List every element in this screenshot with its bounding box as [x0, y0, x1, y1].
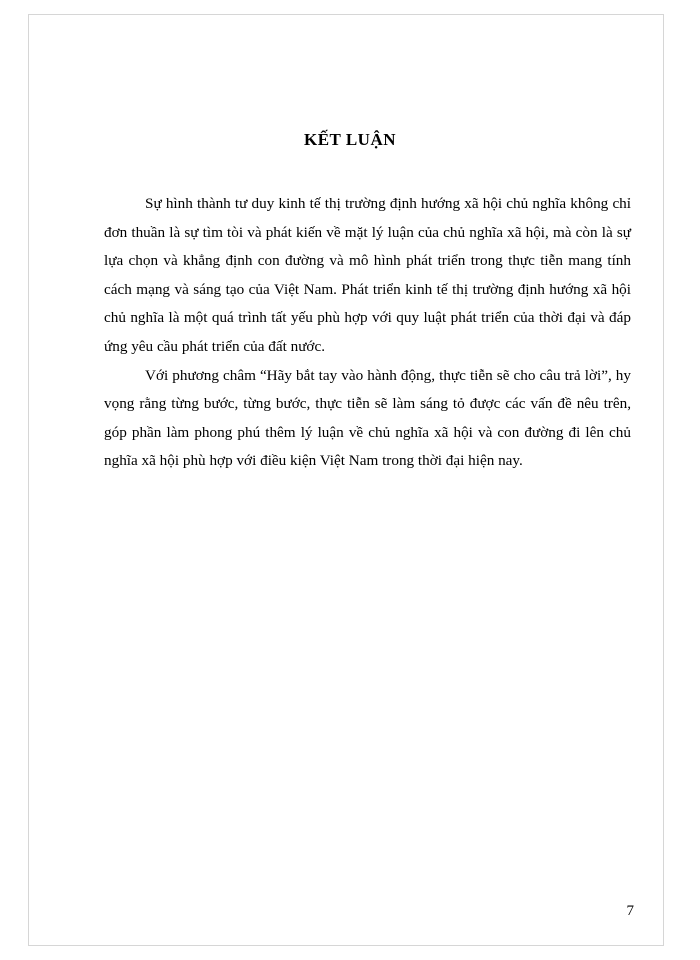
paragraph-2: Với phương châm “Hãy bắt tay vào hành động, thực tiễn sẽ cho câu trả lời”, hy vọng rằng từng bước, từng bước, thực tiễn sẽ làm sáng tỏ được các vấn đề nêu trên, góp phần làm phong phú thêm lý luận về chủ nghĩa xã hội và con đường đi lên chủ nghĩa xã hội phù hợp với điều kiện Việt Nam trong thời đại hiện nay. — [104, 366, 631, 470]
paragraph-1: Sự hình thành tư duy kinh tế thị trường định hướng xã hội chủ nghĩa không chỉ đơn thuần là sự tìm tòi và phát kiến về mặt lý luận của chủ nghĩa xã hội, mà còn là sự lựa chọn và khẳng định con đường và mô hình phát triển trong thực tiễn mang tính cách mạng và sáng tạo của Việt Nam. Phát triển kinh tế thị trường định hướng xã hội chủ nghĩa là một quá trình tất yếu phù hợp với quy luật phát triển của thời đại và đáp ứng yêu cầu phát triển của đất nước. — [104, 195, 631, 355]
page-title: KẾT LUẬN — [303, 130, 396, 149]
body-text — [104, 190, 631, 476]
page-number: 7 — [626, 903, 634, 919]
page-border — [28, 14, 664, 946]
